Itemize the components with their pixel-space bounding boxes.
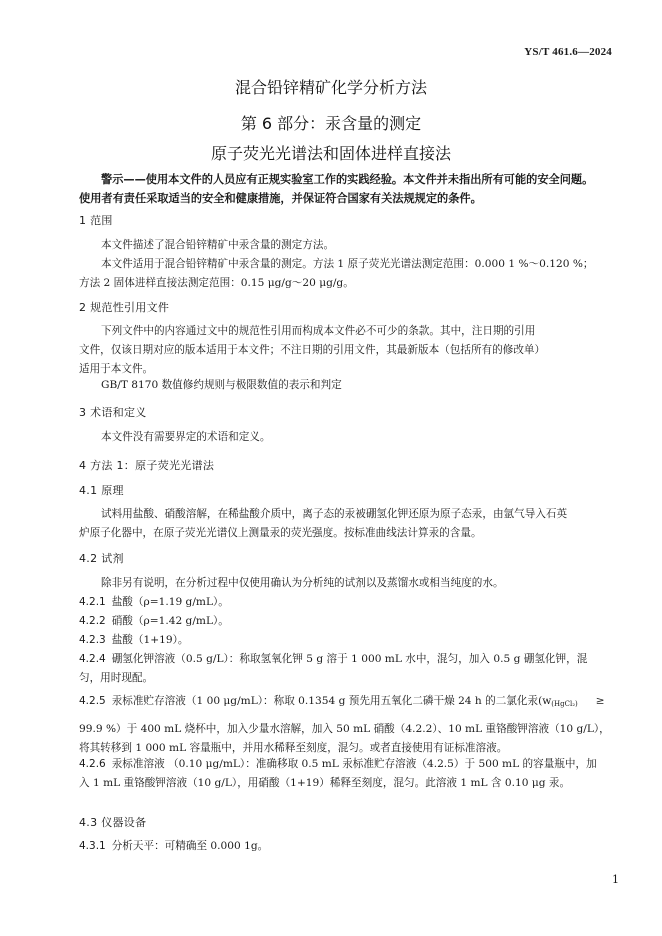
section-2-line-2: 文件，仅该日期对应的版本适用于本文件；不注日期的引用文件，其最新版本（包括所有的修改单） <box>79 344 546 356</box>
section-4-2-heading: 4.2 试剂 <box>79 552 124 565</box>
item-number: 4.2.4 <box>79 653 106 665</box>
section-4-3-heading: 4.3 仪器设备 <box>79 816 147 829</box>
equipment-item <box>79 837 632 856</box>
reagent-item <box>79 593 632 612</box>
section-4-2-intro: 除非另有说明，在分析过程中仅使用确认为分析纯的试剂以及蒸馏水或相当纯度的水。 <box>101 577 504 589</box>
geq-symbol: ≥ <box>595 695 605 707</box>
section-4-1-line-2: 炉原子化器中，在原子荧光光谱仪上测量汞的荧光强度。按标准曲线法计算汞的含量。 <box>79 527 482 539</box>
item-text-line-2: 入 1 mL 重铬酸钾溶液（10 g/L），用硝酸（1+19）稀释至刻度，混匀。此溶液 1 mL 含 0.10 μg 汞。 <box>79 777 571 789</box>
method-title: 原子荧光光谱法和固体进样直接法 <box>210 144 451 163</box>
reagent-item <box>79 612 632 631</box>
part-title: 第 6 部分：汞含量的测定 <box>240 114 422 133</box>
section-4-1-heading: 4.1 原理 <box>79 484 124 497</box>
page-number: 1 <box>612 873 619 886</box>
item-number: 4.2.3 <box>79 634 106 646</box>
section-1-para-2-line-1: 本文件适用于混合铅锌精矿中汞含量的测定。方法 1 原子荧光光谱法测定范围：0.000 1 %～0.120 %； <box>101 258 594 270</box>
normative-reference: GB/T 8170 数值修约规则与极限数值的表示和判定 <box>101 379 342 391</box>
item-text: 盐酸（1+19）。 <box>111 634 189 646</box>
section-1-para-2-line-2: 方法 2 固体进样直接法测定范围：0.15 μg/g～20 μg/g。 <box>79 277 354 289</box>
section-4-1-line-1: 试料用盐酸、硝酸溶解，在稀盐酸介质中，离子态的汞被硼氢化钾还原为原子态汞，由氩气导入石英 <box>101 508 568 520</box>
reagent-item-4-2-4 <box>79 650 632 688</box>
section-1-heading: 1 范围 <box>79 214 113 227</box>
standard-code: YS/T 461.6—2024 <box>524 46 612 58</box>
item-text-line-2: 匀，用时现配。 <box>79 672 154 684</box>
item-text-line-1: 汞标准溶液 （0.10 μg/mL）：准确移取 0.5 mL 汞标准贮存溶液（4.2.5）于 500 mL 的容量瓶中，加 <box>111 758 597 770</box>
section-2-line-1: 下列文件中的内容通过文中的规范性引用而构成本文件必不可少的条款。其中，注日期的引用 <box>101 325 536 337</box>
item-number: 4.2.6 <box>79 758 106 770</box>
section-1-para-1: 本文件描述了混合铅锌精矿中汞含量的测定方法。 <box>101 239 335 251</box>
safety-warning <box>79 170 631 208</box>
warning-line-2: 使用者有责任采取适当的安全和健康措施，并保证符合国家有关法规规定的条件。 <box>79 192 482 205</box>
item-text: 分析天平：可精确至 0.000 1g。 <box>111 840 269 852</box>
item-number: 4.2.1 <box>79 596 106 608</box>
section-1-para-2 <box>79 255 632 293</box>
item-text: 硝酸（ρ=1.42 g/mL）。 <box>111 615 229 627</box>
section-4-heading: 4 方法 1：原子荧光光谱法 <box>79 459 215 472</box>
item-number: 4.3.1 <box>79 840 106 852</box>
item-number: 4.2.5 <box>79 695 106 707</box>
section-2-para <box>79 322 632 379</box>
item-text-line-2: 99.9 %）于 400 mL 烧杯中，加入少量水溶解，加入 50 mL 硝酸（4.2.2）、10 mL 重铬酸钾溶液（10 g/L）， <box>79 723 610 735</box>
reagent-item <box>79 631 632 650</box>
item-text-line-1: 汞标准贮存溶液（1 00 μg/mL）：称取 0.1354 g 预先用五氧化二磷干燥 24 h 的二氯化汞(w <box>111 695 552 707</box>
warning-line-1: 警示——使用本文件的人员应有正规实验室工作的实践经验。本文件并未指出所有可能的安全问题。 <box>101 173 594 186</box>
section-2-line-3: 适用于本文件。 <box>79 363 154 375</box>
reagent-item-4-2-5 <box>79 692 632 758</box>
formula-subscript: (HgCl₂) <box>551 700 578 708</box>
document-title: 混合铅锌精矿化学分析方法 <box>234 78 427 97</box>
item-number: 4.2.2 <box>79 615 106 627</box>
section-3-para: 本文件没有需要界定的术语和定义。 <box>101 431 271 443</box>
reagent-item-4-2-6 <box>79 755 632 793</box>
item-text: 盐酸（ρ=1.19 g/mL）。 <box>111 596 229 608</box>
item-text-line-3: 将其转移到 1 000 mL 容量瓶中，并用水稀释至刻度，混匀。或者直接使用有证标准溶液。 <box>79 742 508 754</box>
item-text-line-1: 硼氢化钾溶液（0.5 g/L）：称取氢氧化钾 5 g 溶于 1 000 mL 水中，混匀，加入 0.5 g 硼氢化钾，混 <box>111 653 588 665</box>
section-4-1-para <box>79 505 632 543</box>
section-2-heading: 2 规范性引用文件 <box>79 301 170 314</box>
section-3-heading: 3 术语和定义 <box>79 406 147 419</box>
